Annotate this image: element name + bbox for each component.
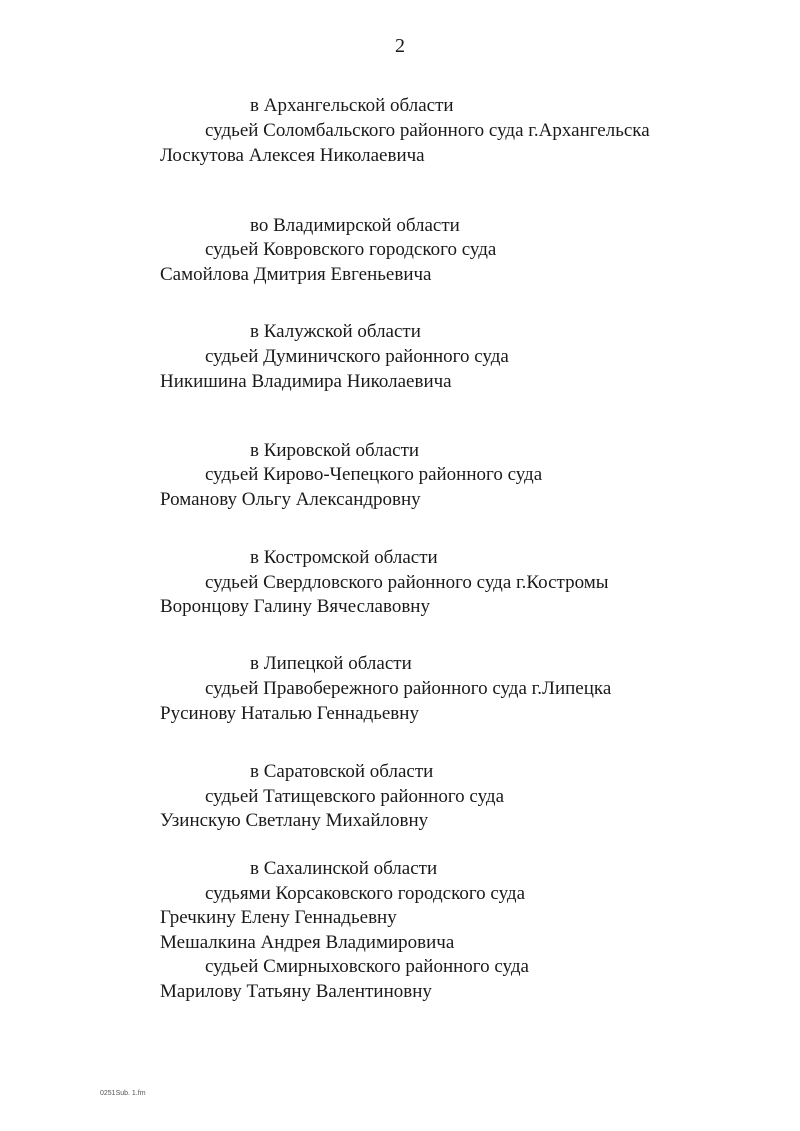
region-heading: в Липецкой области [250,653,412,674]
region-heading: в Архангельской области [250,95,454,116]
judge-name: Воронцову Галину Вячеславовну [160,596,430,617]
judge-name: Мешалкина Андрея Владимировича [160,932,455,953]
footer-document-code: 0251Sub. 1.fm [100,1090,146,1097]
judge-name: Марилову Татьяну Валентиновну [160,981,432,1002]
region-heading: в Калужской области [250,321,421,342]
court-position: судьей Ковровского городского суда [205,239,497,260]
court-position: судьей Татищевского районного суда [205,786,504,807]
judge-name: Русинову Наталью Геннадьевну [160,703,419,724]
judge-name: Романову Ольгу Александровну [160,489,421,510]
court-position: судьями Корсаковского городского суда [205,883,526,904]
court-position: судьей Соломбальского районного суда г.Архангельска [205,120,650,141]
court-position: судьей Думиничского районного суда [205,346,509,367]
court-position: судьей Кирово-Чепецкого районного суда [205,464,543,485]
judge-name: Самойлова Дмитрия Евгеньевича [160,264,432,285]
region-heading: во Владимирской области [250,215,460,236]
region-heading: в Саратовской области [250,761,434,782]
page-number: 2 [395,35,405,57]
court-position: судьей Правобережного районного суда г.Липецка [205,678,612,699]
region-heading: в Кировской области [250,440,420,461]
judge-name: Лоскутова Алексея Николаевича [160,145,425,166]
judge-name: Гречкину Елену Геннадьевну [160,907,397,928]
judge-name: Узинскую Светлану Михайловну [160,810,429,831]
court-position: судьей Свердловского районного суда г.Костромы [205,572,609,593]
court-position: судьей Смирныховского районного суда [205,956,529,977]
region-heading: в Костромской области [250,547,438,568]
region-heading: в Сахалинской области [250,858,438,879]
judge-name: Никишина Владимира Николаевича [160,371,452,392]
